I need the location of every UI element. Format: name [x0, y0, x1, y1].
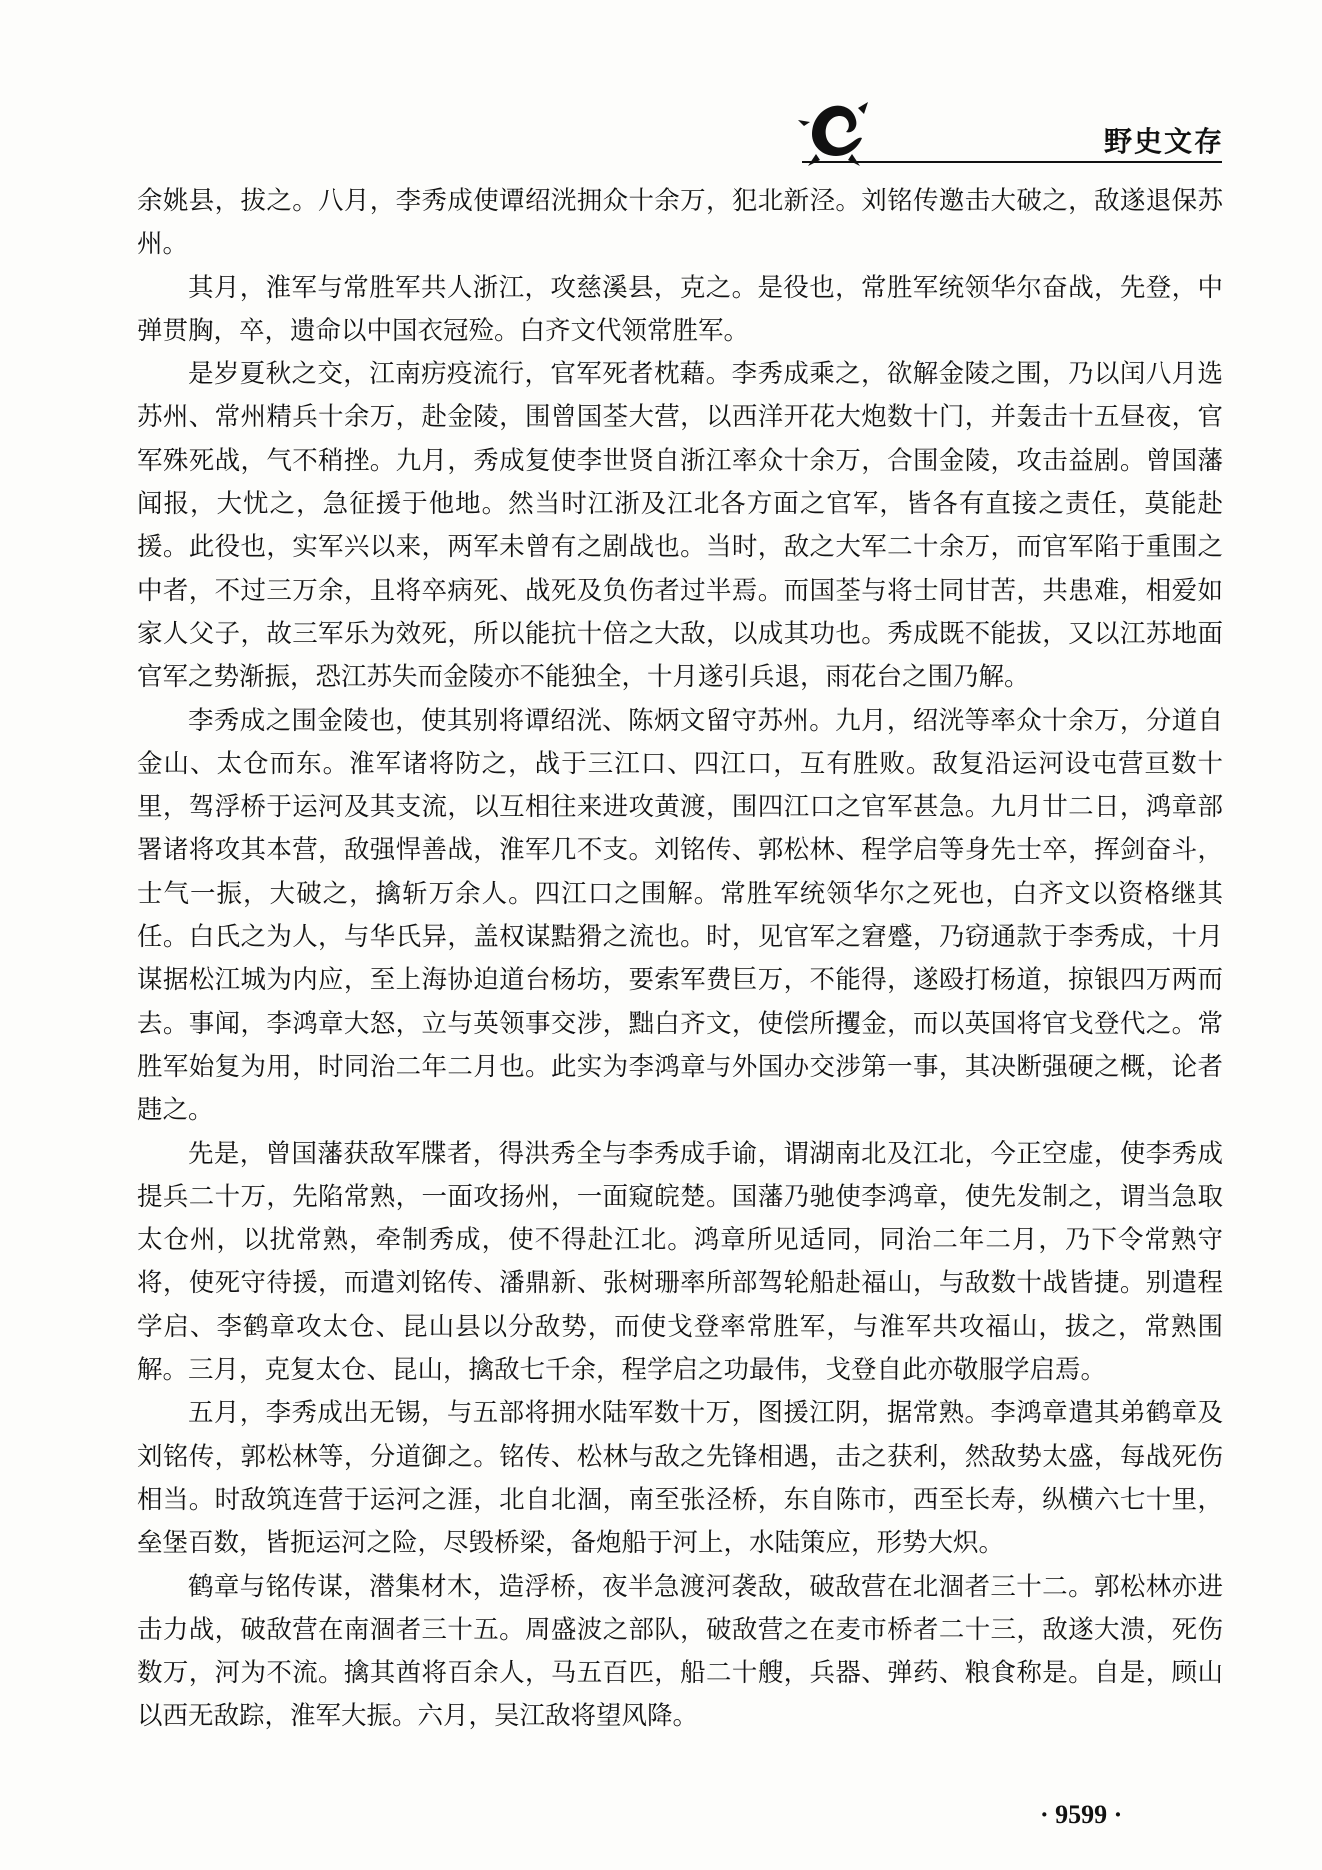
paragraph: 是岁夏秋之交，江南疠疫流行，官军死者枕藉。李秀成乘之，欲解金陵之围，乃以闰八月选苏州、常州精兵十余万，赴金陵，围曾国荃大营，以西洋开花大炮数十门，并轰击十五昼夜，官军殊死战，气不稍挫。九月，秀成复使李世贤自浙江率众十余万，合围金陵，攻击益剧。曾国藩闻报，大忧之，急征援于他地。然当时江浙及江北各方面之官军，皆各有直接之责任，莫能赴援。此役也，实军兴以来，两军未曾有之剧战也。当时，敌之大军二十余万，而官军陷于重围之中者，不过三万余，且将卒病死、战死及负伤者过半焉。而国荃与将士同甘苦，共患难，相爱如家人父子，故三军乐为效死，所以能抗十倍之大敌，以成其功也。秀成既不能拔，又以江苏地面官军之势渐振，恐江苏失而金陵亦不能独全，十月遂引兵退，雨花台之围乃解。 [137, 359, 1223, 693]
paragraph: 鹤章与铭传谋，潜集材木，造浮桥，夜半急渡河袭敌，破敌营在北涸者三十二。郭松林亦进击力战，破敌营在南涸者三十五。周盛波之部队，破敌营之在麦市桥者二十三，敌遂大溃，死伤数万，河为不流。擒其酋将百余人，马五百匹，船二十艘，兵器、弹药、粮食称是。自是，顾山以西无敌踪，淮军大振。六月，吴江敌将望风降。 [137, 1571, 1223, 1732]
header-rule [802, 161, 1222, 163]
paragraph: 其月，淮军与常胜军共人浙江，攻慈溪县，克之。是役也，常胜军统领华尔奋战，先登，中弹贯胸，卒，遗命以中国衣冠殓。白齐文代领常胜军。 [137, 272, 1223, 346]
series-title: 野史文存 [1104, 125, 1225, 158]
paragraph: 先是，曾国藩获敌军牒者，得洪秀全与李秀成手谕，谓湖南北及江北，今正空虚，使李秀成提兵二十万，先陷常熟，一面攻扬州，一面窥皖楚。国藩乃驰使李鸿章，使先发制之，谓当急取太仓州，以扰常熟，牵制秀成，使不得赴江北。鸿章所见适同，同治二年二月，乃下令常熟守将，使死守待援，而遣刘铭传、潘鼎新、张树珊率所部驾轮船赴福山，与敌数十战皆捷。别遣程学启、李鹤章攻太仓、昆山县以分敌势，而使戈登率常胜军，与淮军共攻福山，拔之，常熟围解。三月，克复太仓、昆山，擒敌七千余，程学启之功最伟，戈登自此亦敬服学启焉。 [137, 1138, 1223, 1386]
paragraph: 李秀成之围金陵也，使其别将谭绍洸、陈炳文留守苏州。九月，绍洸等率众十余万，分道自金山、太仓而东。淮军诸将防之，战于三江口、四江口，互有胜败。敌复沿运河设屯营亘数十里，驾浮桥于运河及其支流，以互相往来进攻黄渡，围四江口之官军甚急。九月廿二日，鸿章部署诸将攻其本营，敌强悍善战，淮军几不支。刘铭传、郭松林、程学启等身先士卒，挥剑奋斗，士气一振，大破之，擒斩万余人。四江口之围解。常胜军统领华尔之死也，白齐文以资格继其任。白氏之为人，与华氏异，盖权谋黠猾之流也。时，见官军之窘蹙，乃窃通款于李秀成，十月谋据松江城为内应，至上海协迫道台杨坊，要索军费巨万，不能得，遂殴打杨道，掠银四万两而去。事闻，李鸿章大怒，立与英领事交涉，黜白齐文，使偿所攫金，而以英国将官戈登代之。常胜军始复为用，时同治二年二月也。此实为李鸿章与外国办交涉第一事，其决断强硬之概，论者韪之。 [137, 705, 1223, 1126]
paragraph: 余姚县，拔之。八月，李秀成使谭绍洸拥众十余万，犯北新泾。刘铭传邀击大破之，敌遂退保苏州。 [137, 186, 1223, 260]
page-number: · 9599 · [1040, 1800, 1123, 1829]
paragraph: 五月，李秀成出无锡，与五部将拥水陆军数十万，图援江阴，据常熟。李鸿章遣其弟鹤章及刘铭传，郭松林等，分道御之。铭传、松林与敌之先锋相遇，击之获利，然敌势太盛，每战死伤相当。时敌筑连营于运河之涯，北自北涸，南至张泾桥，东自陈市，西至长寿，纵横六七十里，垒堡百数，皆扼运河之险，尽毁桥梁，备炮船于河上，水陆策应，形势大炽。 [137, 1398, 1223, 1559]
article-body [137, 180, 1223, 1739]
page-header [0, 0, 1322, 170]
